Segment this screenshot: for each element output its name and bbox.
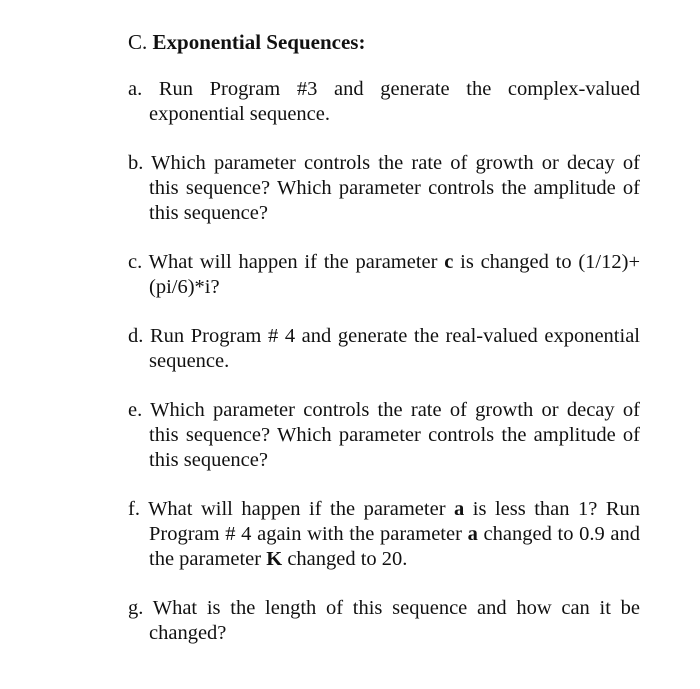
question-c-letter: c.	[128, 251, 143, 273]
question-a-text: Run Program #3 and generate the complex-valued exponential sequence.	[149, 78, 640, 125]
section-title	[128, 28, 640, 56]
question-e-letter: e.	[128, 399, 143, 421]
question-d	[128, 324, 640, 374]
question-a-letter: a.	[128, 78, 143, 100]
question-g	[128, 596, 640, 646]
question-e-text: Which parameter controls the rate of growth or decay of this sequence? Which parameter controls the amplitude of this sequence?	[149, 399, 640, 471]
document-page	[128, 28, 640, 670]
question-e	[128, 398, 640, 473]
question-c-param: c	[444, 251, 454, 273]
question-f-param-3: K	[266, 548, 283, 570]
question-f	[128, 497, 640, 572]
question-g-text: What is the length of this sequence and how can it be changed?	[149, 597, 640, 644]
question-f-param-1: a	[454, 498, 465, 520]
question-f-param-2: a	[467, 523, 478, 545]
question-f-letter: f.	[128, 498, 140, 520]
question-c-text-1: What will happen if the parameter	[148, 251, 438, 273]
question-f-text-1: What will happen if the parameter	[148, 498, 446, 520]
question-b-letter: b.	[128, 152, 144, 174]
question-f-text-2: is less than 1? Run Program # 4 again with the parameter	[149, 498, 640, 545]
section-heading: Exponential Sequences:	[152, 30, 366, 54]
question-f-text-4: changed to 20.	[287, 548, 408, 570]
question-a	[128, 77, 640, 127]
question-c-text-2: is changed to (1/12)+ (pi/6)*i?	[149, 251, 641, 298]
question-d-letter: d.	[128, 325, 144, 347]
question-c	[128, 250, 640, 300]
question-f-text-3: changed to 0.9 and the parameter	[149, 523, 641, 570]
question-b	[128, 151, 640, 226]
question-b-text: Which parameter controls the rate of growth or decay of this sequence? Which parameter controls the amplitude of this sequence?	[149, 152, 640, 224]
question-d-text: Run Program # 4 and generate the real-valued exponential sequence.	[149, 325, 640, 372]
question-g-letter: g.	[128, 597, 144, 619]
section-prefix: C.	[128, 30, 148, 54]
